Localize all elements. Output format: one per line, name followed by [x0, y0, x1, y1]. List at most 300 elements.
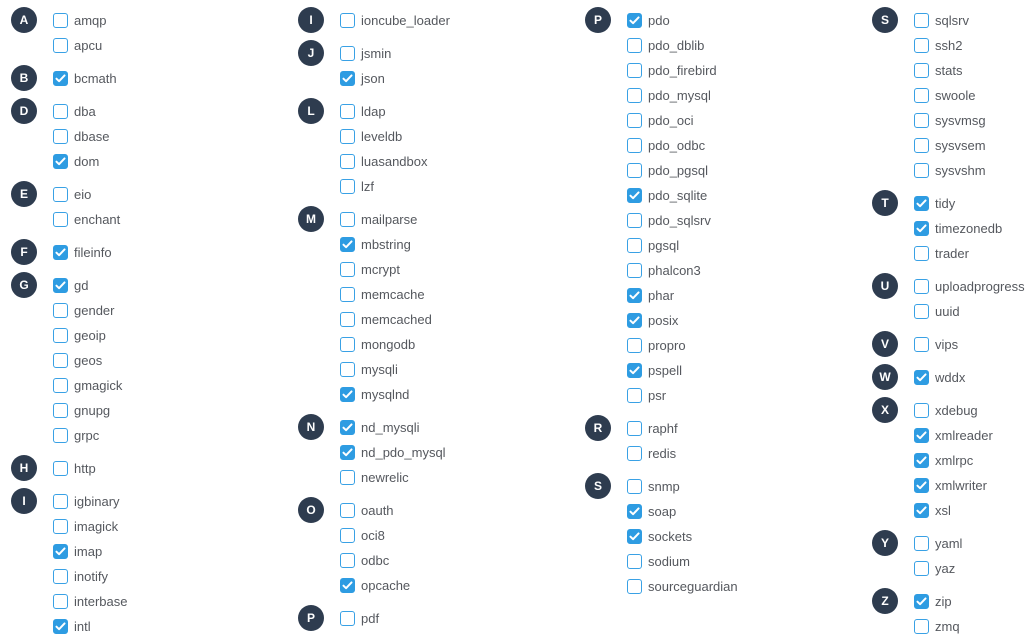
extension-items — [914, 398, 1030, 523]
extension-item-swoole[interactable] — [914, 83, 1030, 108]
extension-label: uuid — [935, 304, 960, 319]
letter-group — [0, 99, 287, 174]
extension-checkbox-xmlrpc[interactable] — [914, 453, 929, 468]
letter-badge-l — [298, 98, 324, 124]
extension-label: pdo_pgsql — [648, 163, 708, 178]
extension-item-amqp[interactable] — [53, 8, 287, 33]
extension-item-gd[interactable] — [53, 273, 287, 298]
check-icon — [342, 390, 353, 399]
extension-checkbox-sqlsrv[interactable] — [914, 13, 929, 28]
extension-label: timezonedb — [935, 221, 1003, 236]
extension-item-pspell[interactable] — [627, 358, 861, 383]
extension-item-geos[interactable] — [53, 348, 287, 373]
letter-badge-label: I — [309, 13, 313, 27]
extension-item-mbstring[interactable] — [340, 232, 574, 257]
extension-item-apcu[interactable] — [53, 33, 287, 58]
extension-checkbox-opcache[interactable] — [340, 578, 355, 593]
extension-item-opcache[interactable] — [340, 573, 574, 598]
extension-item-soap[interactable] — [627, 499, 861, 524]
extension-item-leveldb[interactable] — [340, 124, 574, 149]
letter-badge-h — [11, 455, 37, 481]
check-icon — [55, 74, 66, 83]
extension-item-geoip[interactable] — [53, 323, 287, 348]
extension-checkbox-pdo_sqlite[interactable] — [627, 188, 642, 203]
extension-items — [914, 531, 1030, 581]
extension-checkbox-intl[interactable] — [53, 619, 68, 634]
letter-group — [861, 398, 1030, 523]
letter-badge-label: J — [307, 46, 315, 60]
extension-checkbox-trader[interactable] — [914, 246, 929, 261]
extension-checkbox-psr[interactable] — [627, 388, 642, 403]
extension-checkbox-grpc[interactable] — [53, 428, 68, 443]
extension-item-trader[interactable] — [914, 241, 1030, 266]
extension-items — [53, 273, 287, 448]
extension-checkbox-sysvshm[interactable] — [914, 163, 929, 178]
extension-item-propro[interactable] — [627, 333, 861, 358]
extension-item-inotify[interactable] — [53, 564, 287, 589]
extension-checkbox-pdo_firebird[interactable] — [627, 63, 642, 78]
extension-label: ldap — [361, 104, 386, 119]
extension-checkbox-odbc[interactable] — [340, 553, 355, 568]
extension-checkbox-pspell[interactable] — [627, 363, 642, 378]
extension-label: redis — [648, 446, 677, 461]
extension-item-imap[interactable] — [53, 539, 287, 564]
letter-badge-b — [11, 65, 37, 91]
extension-item-ioncube_loader[interactable] — [340, 8, 574, 33]
extension-checkbox-gender[interactable] — [53, 303, 68, 318]
extension-item-mysqlnd[interactable] — [340, 382, 574, 407]
extension-checkbox-gd[interactable] — [53, 278, 68, 293]
extension-item-redis[interactable] — [627, 441, 861, 466]
extension-label: interbase — [74, 594, 128, 609]
extension-checkbox-memcached[interactable] — [340, 312, 355, 327]
extension-label: pdf — [361, 611, 380, 626]
check-icon — [342, 448, 353, 457]
extension-label: inotify — [74, 569, 108, 584]
letter-group — [574, 474, 861, 599]
extension-item-pdo_dblib[interactable] — [627, 33, 861, 58]
extension-checkbox-yaz[interactable] — [914, 561, 929, 576]
extension-checkbox-pdo_odbc[interactable] — [627, 138, 642, 153]
extension-label: nd_pdo_mysql — [361, 445, 446, 460]
letter-badge-d — [11, 98, 37, 124]
extension-item-mailparse[interactable] — [340, 207, 574, 232]
extension-item-oci8[interactable] — [340, 523, 574, 548]
extension-checkbox-geoip[interactable] — [53, 328, 68, 343]
extension-checkbox-igbinary[interactable] — [53, 494, 68, 509]
extension-item-jsmin[interactable] — [340, 41, 574, 66]
extension-checkbox-propro[interactable] — [627, 338, 642, 353]
extension-label: dba — [74, 104, 96, 119]
extension-item-ldap[interactable] — [340, 99, 574, 124]
extension-item-mysqli[interactable] — [340, 357, 574, 382]
extension-checkbox-xmlwriter[interactable] — [914, 478, 929, 493]
extension-items — [914, 365, 1030, 390]
extension-checkbox-gnupg[interactable] — [53, 403, 68, 418]
extension-label: leveldb — [361, 129, 403, 144]
extension-items — [340, 498, 574, 598]
letter-group — [861, 332, 1030, 357]
extension-item-oauth[interactable] — [340, 498, 574, 523]
extension-label: igbinary — [74, 494, 120, 509]
extension-item-sodium[interactable] — [627, 549, 861, 574]
extension-label: gmagick — [74, 378, 123, 393]
extension-label: imagick — [74, 519, 119, 534]
letter-badge-f — [11, 239, 37, 265]
extension-item-sourceguardian[interactable] — [627, 574, 861, 599]
extension-item-bcmath[interactable] — [53, 66, 287, 91]
letter-group — [861, 8, 1030, 183]
extension-item-pdo_sqlsrv[interactable] — [627, 208, 861, 233]
extension-item-stats[interactable] — [914, 58, 1030, 83]
extension-item-xmlrpc[interactable] — [914, 448, 1030, 473]
extension-checkbox-oci8[interactable] — [340, 528, 355, 543]
extension-checkbox-jsmin[interactable] — [340, 46, 355, 61]
extension-label: trader — [935, 246, 969, 261]
extension-checkbox-stats[interactable] — [914, 63, 929, 78]
check-icon — [916, 431, 927, 440]
extension-checkbox-oauth[interactable] — [340, 503, 355, 518]
extension-item-snmp[interactable] — [627, 474, 861, 499]
extension-item-interbase[interactable] — [53, 589, 287, 614]
extension-checkbox-pdo_sqlsrv[interactable] — [627, 213, 642, 228]
extension-item-memcached[interactable] — [340, 307, 574, 332]
check-icon — [629, 291, 640, 300]
letter-badge-label: I — [22, 494, 26, 508]
extension-item-memcache[interactable] — [340, 282, 574, 307]
letter-badge-label: P — [593, 13, 602, 27]
letter-badge-label: F — [20, 245, 28, 259]
check-icon — [55, 547, 66, 556]
extension-label: newrelic — [361, 470, 409, 485]
extension-checkbox-tidy[interactable] — [914, 196, 929, 211]
extension-checkbox-json[interactable] — [340, 71, 355, 86]
extension-item-dbase[interactable] — [53, 124, 287, 149]
extension-checkbox-dba[interactable] — [53, 104, 68, 119]
extension-checkbox-lzf[interactable] — [340, 179, 355, 194]
extension-item-timezonedb[interactable] — [914, 216, 1030, 241]
extension-checkbox-fileinfo[interactable] — [53, 245, 68, 260]
column-4 — [861, 8, 1030, 642]
extension-item-xsl[interactable] — [914, 498, 1030, 523]
extension-label: memcached — [361, 312, 432, 327]
extension-item-xmlwriter[interactable] — [914, 473, 1030, 498]
extension-label: pdo_odbc — [648, 138, 706, 153]
letter-group — [287, 41, 574, 91]
check-icon — [916, 481, 927, 490]
letter-badge-m — [298, 206, 324, 232]
extension-item-pdo[interactable] — [627, 8, 861, 33]
extension-item-mcrypt[interactable] — [340, 257, 574, 282]
extension-checkbox-gmagick[interactable] — [53, 378, 68, 393]
extension-item-lzf[interactable] — [340, 174, 574, 199]
extension-item-intl[interactable] — [53, 614, 287, 639]
extension-checkbox-xsl[interactable] — [914, 503, 929, 518]
extension-checkbox-yaml[interactable] — [914, 536, 929, 551]
letter-badge-label: O — [306, 503, 316, 517]
extension-item-pdo_sqlite[interactable] — [627, 183, 861, 208]
extension-items — [53, 240, 287, 265]
extension-item-grpc[interactable] — [53, 423, 287, 448]
extension-checkbox-mailparse[interactable] — [340, 212, 355, 227]
extension-checkbox-sodium[interactable] — [627, 554, 642, 569]
extension-item-odbc[interactable] — [340, 548, 574, 573]
extension-item-psr[interactable] — [627, 383, 861, 408]
extension-label: pgsql — [648, 238, 680, 253]
extension-checkbox-pgsql[interactable] — [627, 238, 642, 253]
extension-items — [53, 489, 287, 639]
extension-checkbox-ssh2[interactable] — [914, 38, 929, 53]
extension-item-sysvsem[interactable] — [914, 133, 1030, 158]
extension-checkbox-dom[interactable] — [53, 154, 68, 169]
extension-checkbox-ioncube_loader[interactable] — [340, 13, 355, 28]
extension-label: nd_mysqli — [361, 420, 420, 435]
letter-badge-x — [872, 397, 898, 423]
column-3 — [574, 8, 861, 607]
extension-items — [627, 416, 861, 466]
extension-item-pdf[interactable] — [340, 606, 574, 631]
extension-checkbox-pdf[interactable] — [340, 611, 355, 626]
extension-item-dba[interactable] — [53, 99, 287, 124]
extension-checkbox-memcache[interactable] — [340, 287, 355, 302]
letter-group — [287, 498, 574, 598]
extension-checkbox-nd_pdo_mysql[interactable] — [340, 445, 355, 460]
letter-badge-label: U — [880, 279, 890, 293]
extension-checkbox-zip[interactable] — [914, 594, 929, 609]
extension-item-xmlreader[interactable] — [914, 423, 1030, 448]
extension-checkbox-geos[interactable] — [53, 353, 68, 368]
check-icon — [916, 373, 927, 382]
letter-group — [861, 191, 1030, 266]
extension-item-http[interactable] — [53, 456, 287, 481]
extension-item-imagick[interactable] — [53, 514, 287, 539]
letter-badge-label: W — [879, 370, 891, 384]
letter-badge-label: S — [880, 13, 889, 27]
extension-checkbox-imap[interactable] — [53, 544, 68, 559]
extension-label: mongodb — [361, 337, 416, 352]
extension-checkbox-raphf[interactable] — [627, 421, 642, 436]
extension-checkbox-xmlreader[interactable] — [914, 428, 929, 443]
extension-checkbox-inotify[interactable] — [53, 569, 68, 584]
extension-item-gender[interactable] — [53, 298, 287, 323]
check-icon — [55, 622, 66, 631]
extension-label: mysqli — [361, 362, 398, 377]
extension-items — [914, 589, 1030, 639]
letter-badge-s — [872, 7, 898, 33]
letter-badge-label: L — [307, 104, 315, 118]
extension-item-sockets[interactable] — [627, 524, 861, 549]
extension-item-newrelic[interactable] — [340, 465, 574, 490]
check-icon — [629, 316, 640, 325]
extension-checkbox-swoole[interactable] — [914, 88, 929, 103]
letter-group — [287, 606, 574, 631]
extension-checkbox-imagick[interactable] — [53, 519, 68, 534]
extension-checkbox-interbase[interactable] — [53, 594, 68, 609]
extension-checkbox-mysqli[interactable] — [340, 362, 355, 377]
extension-item-pdo_oci[interactable] — [627, 108, 861, 133]
extension-label: geoip — [74, 328, 106, 343]
extension-checkbox-soap[interactable] — [627, 504, 642, 519]
extension-checkbox-timezonedb[interactable] — [914, 221, 929, 236]
extension-label: odbc — [361, 553, 390, 568]
extension-checkbox-wddx[interactable] — [914, 370, 929, 385]
extension-item-sysvmsg[interactable] — [914, 108, 1030, 133]
extension-item-json[interactable] — [340, 66, 574, 91]
extension-checkbox-uuid[interactable] — [914, 304, 929, 319]
extension-items — [340, 8, 574, 33]
letter-badge-a — [11, 7, 37, 33]
extension-checkbox-mbstring[interactable] — [340, 237, 355, 252]
extension-item-sysvshm[interactable] — [914, 158, 1030, 183]
extension-item-pgsql[interactable] — [627, 233, 861, 258]
extension-item-gnupg[interactable] — [53, 398, 287, 423]
column-1 — [0, 8, 287, 642]
extension-checkbox-pdo_mysql[interactable] — [627, 88, 642, 103]
letter-group — [861, 365, 1030, 390]
extension-item-eio[interactable] — [53, 182, 287, 207]
extension-item-igbinary[interactable] — [53, 489, 287, 514]
extension-checkbox-pdo_pgsql[interactable] — [627, 163, 642, 178]
extension-checkbox-ldap[interactable] — [340, 104, 355, 119]
extension-item-enchant[interactable] — [53, 207, 287, 232]
extension-label: eio — [74, 187, 92, 202]
check-icon — [629, 366, 640, 375]
extension-item-vips[interactable] — [914, 332, 1030, 357]
extension-checkbox-vips[interactable] — [914, 337, 929, 352]
letter-badge-g — [11, 272, 37, 298]
extension-label: posix — [648, 313, 679, 328]
extension-checkbox-bcmath[interactable] — [53, 71, 68, 86]
extension-item-luasandbox[interactable] — [340, 149, 574, 174]
extension-checkbox-apcu[interactable] — [53, 38, 68, 53]
extension-label: sourceguardian — [648, 579, 738, 594]
extension-checkbox-amqp[interactable] — [53, 13, 68, 28]
letter-group — [0, 240, 287, 265]
extension-items — [914, 8, 1030, 183]
extension-label: tidy — [935, 196, 956, 211]
extension-checkbox-sysvmsg[interactable] — [914, 113, 929, 128]
extension-items — [53, 8, 287, 58]
extension-label: swoole — [935, 88, 976, 103]
extension-item-dom[interactable] — [53, 149, 287, 174]
letter-badge-n — [298, 414, 324, 440]
extension-label: vips — [935, 337, 959, 352]
extension-item-fileinfo[interactable] — [53, 240, 287, 265]
extension-item-uuid[interactable] — [914, 299, 1030, 324]
letter-badge-label: G — [19, 278, 29, 292]
extension-label: propro — [648, 338, 686, 353]
extension-item-gmagick[interactable] — [53, 373, 287, 398]
extension-label: sodium — [648, 554, 690, 569]
extension-item-mongodb[interactable] — [340, 332, 574, 357]
check-icon — [342, 74, 353, 83]
extension-label: xmlrpc — [935, 453, 974, 468]
extension-checkbox-phalcon3[interactable] — [627, 263, 642, 278]
column-2 — [287, 8, 574, 639]
letter-group — [574, 8, 861, 408]
extension-item-posix[interactable] — [627, 308, 861, 333]
extension-checkbox-mysqlnd[interactable] — [340, 387, 355, 402]
extension-item-pdo_pgsql[interactable] — [627, 158, 861, 183]
extension-label: zmq — [935, 619, 960, 634]
extension-item-zmq[interactable] — [914, 614, 1030, 639]
extension-checkbox-xdebug[interactable] — [914, 403, 929, 418]
extension-checkbox-zmq[interactable] — [914, 619, 929, 634]
extension-item-zip[interactable] — [914, 589, 1030, 614]
extension-item-wddx[interactable] — [914, 365, 1030, 390]
extension-checkbox-posix[interactable] — [627, 313, 642, 328]
extension-items — [340, 415, 574, 490]
extension-checkbox-uploadprogress[interactable] — [914, 279, 929, 294]
extension-item-uploadprogress[interactable] — [914, 274, 1030, 299]
extension-checkbox-snmp[interactable] — [627, 479, 642, 494]
extension-checkbox-redis[interactable] — [627, 446, 642, 461]
letter-badge-label: H — [19, 461, 29, 475]
extension-item-xdebug[interactable] — [914, 398, 1030, 423]
extension-checkbox-leveldb[interactable] — [340, 129, 355, 144]
extension-checkbox-luasandbox[interactable] — [340, 154, 355, 169]
letter-badge-s — [585, 473, 611, 499]
check-icon — [916, 597, 927, 606]
check-icon — [916, 506, 927, 515]
extension-item-yaml[interactable] — [914, 531, 1030, 556]
extension-label: gender — [74, 303, 115, 318]
extension-checkbox-sourceguardian[interactable] — [627, 579, 642, 594]
extension-item-pdo_mysql[interactable] — [627, 83, 861, 108]
extension-item-raphf[interactable] — [627, 416, 861, 441]
extension-checkbox-enchant[interactable] — [53, 212, 68, 227]
extension-checkbox-http[interactable] — [53, 461, 68, 476]
check-icon — [916, 199, 927, 208]
extension-checkbox-newrelic[interactable] — [340, 470, 355, 485]
extension-checkbox-dbase[interactable] — [53, 129, 68, 144]
letter-badge-label: P — [306, 611, 315, 625]
extension-checkbox-pdo_oci[interactable] — [627, 113, 642, 128]
extension-label: pdo_firebird — [648, 63, 717, 78]
extension-label: enchant — [74, 212, 121, 227]
extension-label: jsmin — [361, 46, 392, 61]
extension-label: geos — [74, 353, 103, 368]
letter-badge-label: A — [19, 13, 29, 27]
extension-item-phalcon3[interactable] — [627, 258, 861, 283]
extension-item-pdo_firebird[interactable] — [627, 58, 861, 83]
extension-label: stats — [935, 63, 963, 78]
extension-checkbox-sysvsem[interactable] — [914, 138, 929, 153]
extension-item-yaz[interactable] — [914, 556, 1030, 581]
extension-item-nd_mysqli[interactable] — [340, 415, 574, 440]
letter-badge-w — [872, 364, 898, 390]
extension-checkbox-eio[interactable] — [53, 187, 68, 202]
extension-label: pdo_mysql — [648, 88, 711, 103]
extension-checkbox-phar[interactable] — [627, 288, 642, 303]
extension-checkbox-pdo_dblib[interactable] — [627, 38, 642, 53]
extension-checkbox-pdo[interactable] — [627, 13, 642, 28]
letter-badge-j — [298, 40, 324, 66]
letter-group — [861, 274, 1030, 324]
letter-badge-r — [585, 415, 611, 441]
extension-item-tidy[interactable] — [914, 191, 1030, 216]
extension-label: xmlwriter — [935, 478, 987, 493]
extension-checkbox-sockets[interactable] — [627, 529, 642, 544]
extension-checkbox-mcrypt[interactable] — [340, 262, 355, 277]
extension-checkbox-nd_mysqli[interactable] — [340, 420, 355, 435]
extension-item-sqlsrv[interactable] — [914, 8, 1030, 33]
extension-checkbox-mongodb[interactable] — [340, 337, 355, 352]
extension-item-ssh2[interactable] — [914, 33, 1030, 58]
extension-item-nd_pdo_mysql[interactable] — [340, 440, 574, 465]
extension-item-phar[interactable] — [627, 283, 861, 308]
extension-item-pdo_odbc[interactable] — [627, 133, 861, 158]
